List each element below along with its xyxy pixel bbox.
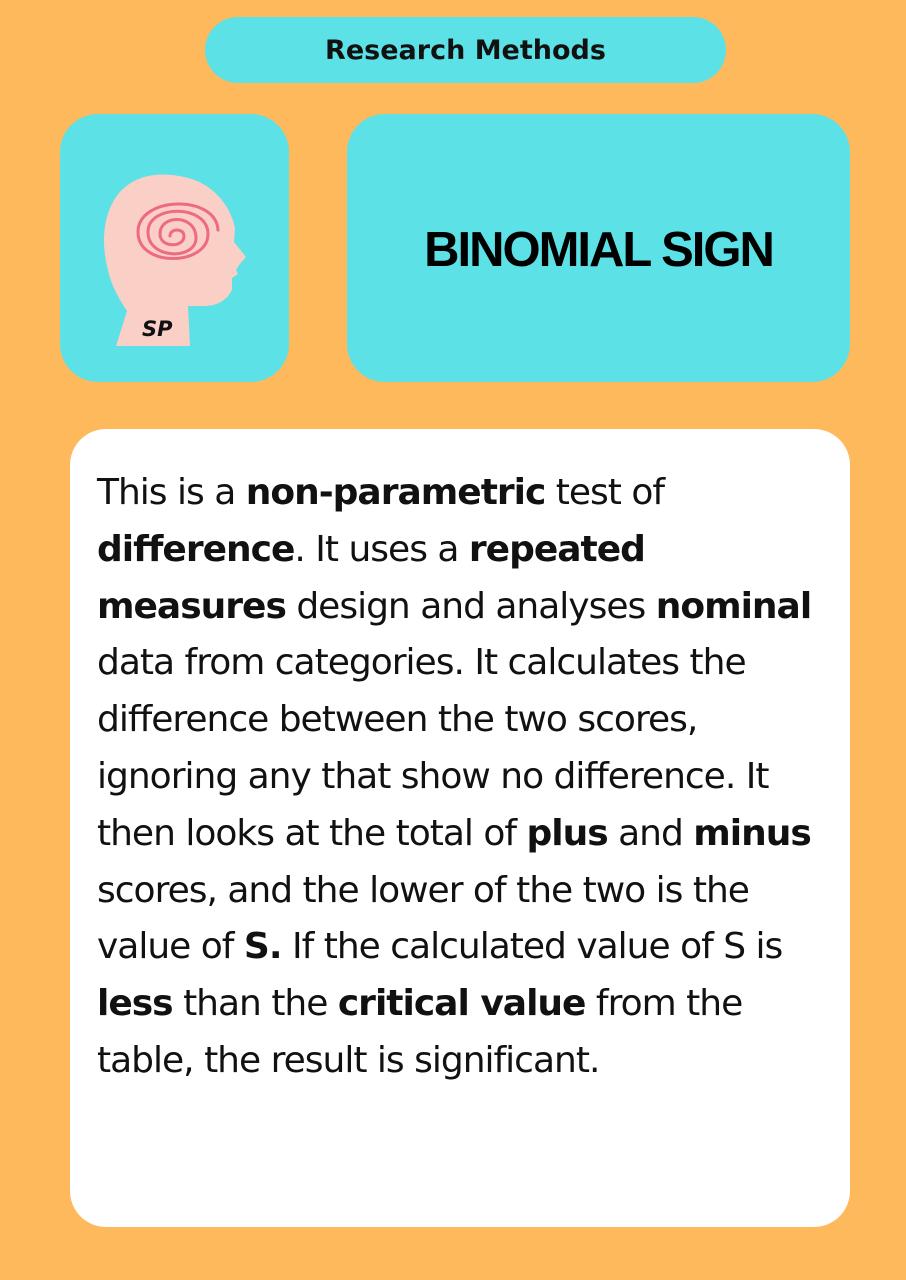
head-spiral-icon bbox=[60, 114, 289, 382]
description-emphasis: difference bbox=[97, 528, 295, 570]
description-text bbox=[97, 465, 842, 1090]
description-emphasis: non-parametric bbox=[245, 472, 546, 513]
description-fragment: design and analyses bbox=[285, 585, 656, 627]
description-fragment: scores, and the lower of the two is the value of bbox=[97, 869, 749, 968]
description-fragment: data from categories. It calculates the difference between the two scores, ignoring any that show no difference. It then looks at the total of bbox=[97, 642, 769, 854]
description-fragment: This is a bbox=[97, 472, 246, 513]
description-emphasis: less bbox=[97, 983, 173, 1025]
description-fragment: . It uses a bbox=[294, 528, 469, 570]
description-fragment: and bbox=[607, 812, 694, 854]
description-fragment: from the table, the result is significant. bbox=[97, 983, 743, 1081]
description-emphasis: nominal bbox=[655, 585, 812, 627]
head-silhouette bbox=[104, 175, 246, 346]
topic-label: Research Methods bbox=[325, 34, 606, 66]
logo-card bbox=[60, 114, 289, 382]
title-card bbox=[347, 114, 850, 382]
logo-initials: SP bbox=[142, 317, 173, 341]
description-emphasis: minus bbox=[693, 812, 811, 854]
description-card bbox=[70, 429, 850, 1227]
description-emphasis: repeated measures bbox=[97, 528, 645, 627]
description-fragment: test of bbox=[545, 472, 665, 513]
description-emphasis: plus bbox=[526, 812, 608, 854]
description-emphasis: critical value bbox=[337, 983, 586, 1025]
description-fragment: than the bbox=[172, 983, 338, 1025]
description-emphasis: S. bbox=[243, 926, 282, 968]
topic-badge bbox=[205, 17, 726, 83]
description-fragment: If the calculated value of S is bbox=[281, 926, 783, 968]
page-title: BINOMIAL SIGN bbox=[424, 223, 773, 277]
